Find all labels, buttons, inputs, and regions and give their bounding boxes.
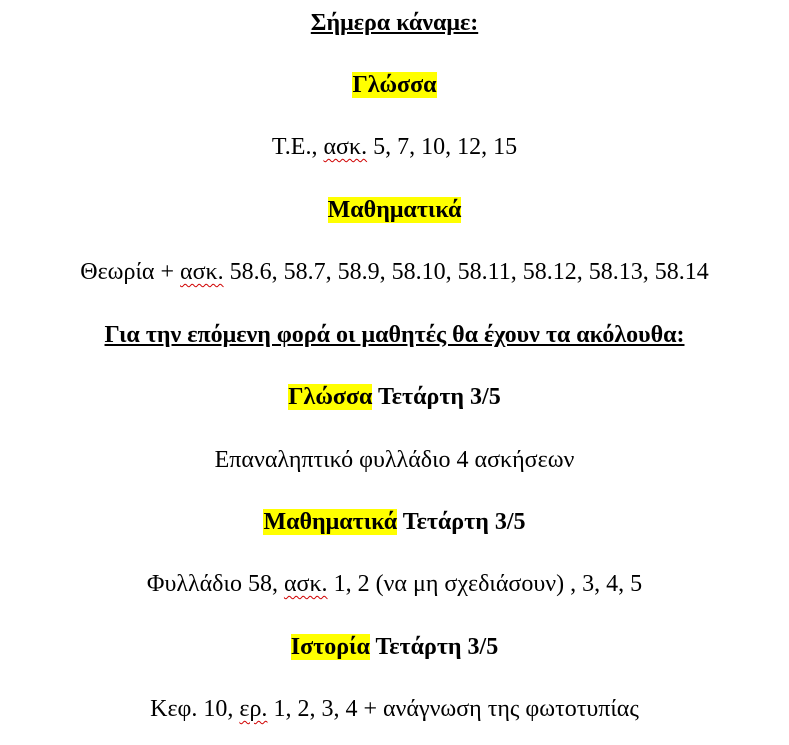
today-language-tasks-prefix: Τ.Ε., <box>271 134 324 160</box>
today-math-tasks <box>0 257 789 287</box>
next-history-title: Ιστορία <box>290 634 370 660</box>
next-language-tasks: Επαναληπτικό φυλλάδιο 4 ασκήσεων <box>214 447 575 473</box>
next-math-day: Τετάρτη 3/5 <box>397 509 526 535</box>
next-history-day: Τετάρτη 3/5 <box>369 634 499 660</box>
today-math-tasks-numbers: 58.6, 58.7, 58.9, 58.10, 58.11, 58.12, 58.13, 58.14 <box>223 259 709 285</box>
next-heading: Για την επόμενη φορά οι μαθητές θα έχουν τα ακόλουθα: <box>104 322 685 348</box>
next-math-tasks <box>0 569 789 599</box>
next-history-tasks-rest: 1, 2, 3, 4 + ανάγνωση της φωτοτυπίας <box>267 696 639 722</box>
today-math-title-line <box>0 195 789 225</box>
today-math-tasks-prefix: Θεωρία + <box>80 259 181 285</box>
next-math-tasks-rest: 1, 2 (να μη σχεδιάσουν) , 3, 4, 5 <box>327 571 643 597</box>
next-history-tasks <box>0 694 789 724</box>
next-history-tasks-abbr: ερ. <box>239 696 268 722</box>
today-heading: Σήμερα κάναμε: <box>310 10 479 36</box>
next-history-tasks-prefix: Κεφ. 10, <box>150 696 240 722</box>
today-language-tasks-abbr: ασκ. <box>323 134 368 160</box>
next-math-tasks-prefix: Φυλλάδιο 58, <box>146 571 284 597</box>
next-language-title: Γλώσσα <box>288 384 373 410</box>
today-math-title: Μαθηματικά <box>327 197 462 223</box>
today-language-title-line <box>0 70 789 100</box>
next-language-day: Τετάρτη 3/5 <box>372 384 501 410</box>
next-language-title-line <box>0 382 789 412</box>
next-math-title-line <box>0 507 789 537</box>
next-history-title-line <box>0 632 789 662</box>
next-math-tasks-abbr: ασκ. <box>283 571 328 597</box>
today-language-tasks-numbers: 5, 7, 10, 12, 15 <box>367 134 518 160</box>
today-math-tasks-abbr: ασκ. <box>180 259 224 285</box>
today-language-tasks <box>0 132 789 162</box>
next-math-title: Μαθηματικά <box>263 509 398 535</box>
today-language-title: Γλώσσα <box>352 72 437 98</box>
